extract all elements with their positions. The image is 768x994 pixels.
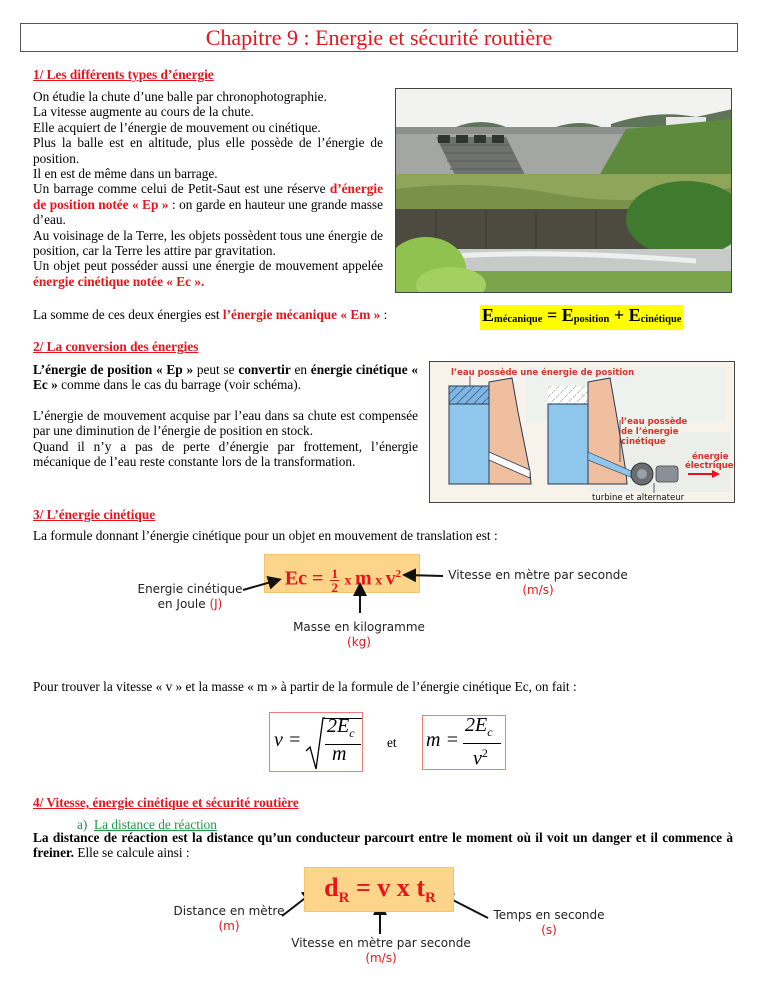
reaction-distance-definition: La distance de réaction est la distance qu’un conducteur parcourt entre le moment où il voit un danger et il commence à freiner. Elle se calcule ainsi : bbox=[33, 830, 733, 861]
section-4-heading: 4/ Vitesse, énergie cinétique et sécurité routière bbox=[33, 795, 299, 810]
mechanical-energy-formula: $E_{mécanique} = E_{position} + E_{cinétique}$ bbox=[480, 305, 683, 330]
line: La vitesse augmente au cours de la chute. bbox=[33, 104, 254, 120]
ec-definition: énergie cinétique notée « Ec ». bbox=[33, 273, 205, 289]
sqrt-icon bbox=[305, 717, 325, 771]
speed-annotation: Vitesse en mètre par seconde (m/s) bbox=[448, 568, 628, 598]
svg-text:énergie: énergie bbox=[692, 452, 729, 462]
speed-annotation-2: Vitesse en mètre par seconde (m/s) bbox=[291, 936, 471, 966]
compensation-paragraph: L’énergie de mouvement acquise par l’eau dans sa chute est compensée par une diminution de l’énergie de position en stock. bbox=[33, 407, 418, 439]
objet-paragraph: Un objet peut posséder aussi une énergie de mouvement appelée énergie cinétique notée « Ec ». bbox=[33, 258, 383, 289]
line: Il en est de même dans un barrage. bbox=[33, 166, 218, 182]
barrage-paragraph: Un barrage comme celui de Petit-Saut est une réserve d’énergie de position notée « Ep » : on garde en hauteur une grande masse d’eau. bbox=[33, 181, 383, 228]
mass-annotation: Masse en kilogramme (kg) bbox=[293, 620, 425, 650]
section-1-heading: 1/ Les différents types d’énergie bbox=[33, 67, 214, 82]
time-annotation: Temps en seconde (s) bbox=[493, 908, 605, 938]
kinetic-formula-intro: La formule donnant l’énergie cinétique pour un objet en mouvement de translation est : bbox=[33, 528, 498, 543]
mass-formula: m = $2E_c$ $v^2$ bbox=[422, 715, 506, 770]
section-3-heading: 3/ L’énergie cinétique bbox=[33, 507, 156, 522]
svg-text:l’eau possède: l’eau possède bbox=[621, 417, 688, 427]
svg-text:l’eau possède une énergie de p: l’eau possède une énergie de position bbox=[451, 368, 635, 378]
kinetic-energy-formula: Ec = $\frac{1}{2}$ x m x $v^2$ bbox=[264, 554, 420, 593]
speed-formula: v = $2E_c$ m bbox=[269, 712, 363, 772]
svg-text:électrique: électrique bbox=[685, 461, 734, 471]
reaction-distance-formula: $d_R = v$ x $t_R$ bbox=[304, 867, 454, 912]
svg-text:cinétique: cinétique bbox=[621, 437, 666, 447]
line: Plus la balle est en altitude, plus elle possède de l’énergie de position. bbox=[33, 135, 383, 166]
subsection-a: a) La distance de réaction bbox=[77, 817, 217, 832]
frottement-paragraph: Quand il n’y a pas de perte d’énergie par frottement, l’énergie mécanique de l’eau reste constante lors de la transformation. bbox=[33, 438, 418, 470]
distance-annotation: Distance en mètre (m) bbox=[173, 904, 285, 934]
energy-annotation: Energie cinétique en Joule (J) bbox=[137, 582, 243, 612]
page-title: Chapitre 9 : Energie et sécurité routière bbox=[20, 23, 738, 52]
voisinage-paragraph: Au voisinage de la Terre, les objets possèdent tous une énergie de position, car la Terre les attire par gravitation. bbox=[33, 227, 383, 259]
svg-text:turbine et alternateur: turbine et alternateur bbox=[592, 493, 685, 503]
ep-definition: d’énergie de position notée « Ep » bbox=[33, 181, 383, 212]
find-v-m-text: Pour trouver la vitesse « v » et la masse « m » à partir de la formule de l’énergie cinétique Ec, on fait : bbox=[33, 679, 577, 694]
et-word: et bbox=[387, 735, 397, 750]
svg-text:de l’énergie: de l’énergie bbox=[621, 427, 679, 437]
section-2-heading: 2/ La conversion des énergies bbox=[33, 339, 199, 354]
somme-line: La somme de ces deux énergies est l’énergie mécanique « Em » : bbox=[33, 307, 388, 322]
line: Elle acquiert de l’énergie de mouvement ou cinétique. bbox=[33, 119, 321, 135]
line: On étudie la chute d’une balle par chronophotographie. bbox=[33, 89, 327, 104]
em-definition: l’énergie mécanique « Em » bbox=[222, 307, 381, 322]
conversion-paragraph: L’énergie de position « Ep » peut se convertir en énergie cinétique « Ec » comme dans le cas du barrage (voir schéma). bbox=[33, 362, 418, 393]
